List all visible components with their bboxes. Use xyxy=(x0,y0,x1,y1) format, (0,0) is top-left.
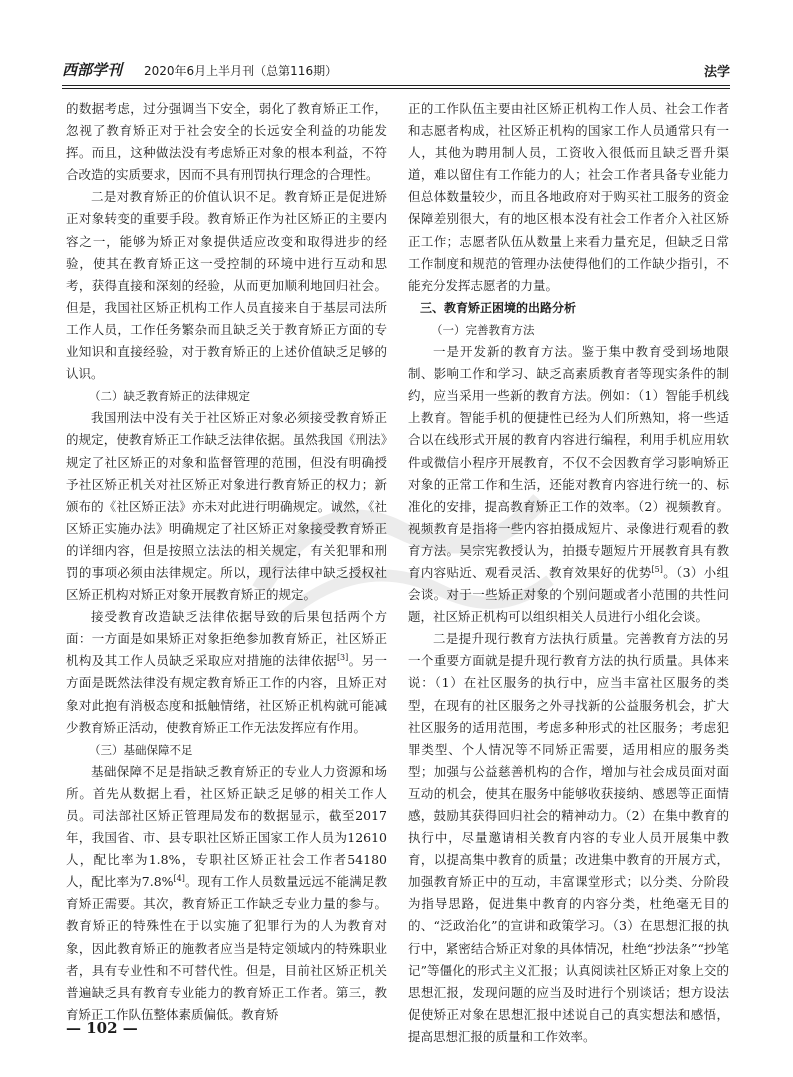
subheading: （一）完善教育方法 xyxy=(431,322,535,337)
citation-ref: [3] xyxy=(336,653,349,663)
issue-info: 2020年6月上半月刊（总第116期） xyxy=(144,64,338,78)
paragraph: 的数据考虑，过分强调当下安全，弱化了教育矫正工作，忽视了教育矫正对于社会安全的长远安全利益的功能发挥。而且，这种做法没有考虑矫正对象的根本利益，不符合改造的实质要求，因而不具有刑罚执行理念的合理性。 xyxy=(66,101,387,183)
paragraph-text: 一是开发新的教育方法。鉴于集中教育受到场地限制、影响工作和学习、缺乏高素质教育者等现实条件的制约，应当采用一些新的教育方法。例如：（1）智能手机线上教育。智能手机的便捷性已经为人们所熟知，将一些适合以在线形式开展的教育内容进行编程，利用手机应用软件或微信小程序开展教育，不仅不会因教育学习影响矫正对象的正常工作和生活，还能对教育内容进行统一的、标准化的安排，提高教育矫正工作的效率。（2）视频教育。视频教育是指将一些内容拍摄成短片、录像进行观看的教育方法。吴宗宪教授认为，拍摄专题短片开展教育具有教育内容贴近、观看灵活、教育效果好的优势 xyxy=(408,344,729,580)
paragraph xyxy=(66,761,387,1026)
section-heading: 三、教育矫正困境的出路分析 xyxy=(420,300,577,315)
paragraph: 正的工作队伍主要由社区矫正机构工作人员、社会工作者和志愿者构成，社区矫正机构的国家工作人员通常只有一人，其他为聘用制人员，工资收入很低而且缺乏晋升渠道，难以留住有工作能力的人；社会工作者具备专业能力但总体数量较少，而且各地政府对于购买社工服务的资金保障差别很大，有的地区根本没有社会工作者介入社区矫正工作；志愿者队伍从数量上来看力量充足，但缺乏日常工作制度和规范的管理办法使得他们的工作缺少指引，不能充分发挥志愿者的力量。 xyxy=(408,101,729,293)
subheading: （二）缺乏教育矫正的法律规定 xyxy=(89,389,250,404)
page-number: — 102 — xyxy=(66,1019,138,1037)
paragraph: 二是提升现行教育方法执行质量。完善教育方法的另一个重要方面就是提升现行教育方法的执行质量。具体来说：（1）在社区服务的执行中，应当丰富社区服务的类型，在现有的社区服务之外寻找新的公益服务机会，扩大社区服务的适用范围，考虑多种形式的社区服务；考虑犯罪类型、个人情况等不同矫正需要，适用相应的服务类型；加强与公益慈善机构的合作，增加与社会成员面对面互动的机会，使其在服务中能够收获接纳、感恩等正面情感，鼓励其获得回归社会的精神动力。（2）在集中教育的执行中，尽量邀请相关教育内容的专业人员开展集中教育，以提高集中教育的质量；改进集中教育的开展方式，加强教育矫正中的互动，丰富课堂形式；以分类、分阶段为指导思路，促进集中教育的内容分类，杜绝毫无目的的、“泛政治化”的宣讲和政策学习。（3）在思想汇报的执行中，紧密结合矫正对象的具体情况，杜绝“抄法条”“抄笔记”等僵化的形式主义汇报；认真阅读社区矫正对象上交的思想汇报，发现问题的应当及时进行个别谈话；想方设法促使矫正对象在思想汇报中述说自己的真实想法和感悟，提高思想汇报的质量和工作效率。 xyxy=(408,631,729,1044)
paragraph-text: 。（3）小组会谈。对于一些矫正对象的个别问题或者小范围的共性问题，社区矫正机构可以组织相关人员进行小组化会谈。 xyxy=(408,564,729,625)
paragraph-text: 。另一方面是既然法律没有规定教育矫正工作的内容，且矫正对象对此抱有消极态度和抵触情绪，社区矫正机构就可能减少教育矫正活动，使教育矫正工作无法发挥应有作用。 xyxy=(66,653,387,735)
paragraph-text: 基础保障不足是指缺乏教育矫正的专业人力资源和场所。首先从数据上看，社区矫正缺乏足够的相关工作人员。司法部社区矫正管理局发布的数据显示，截至2017年，我国省、市、县专职社区矫正国家工作人员为12610人，配比率为1.8%，专职社区矫正社会工作者54180人，配比率为7.8% xyxy=(66,763,387,890)
left-column xyxy=(66,98,387,1026)
right-column xyxy=(408,98,729,1048)
running-header xyxy=(62,58,730,82)
paragraph-text: 。现有工作人员数量远远不能满足教育矫正需要。其次，教育矫正工作缺乏专业力量的参与。教育矫正的特殊性在于以实施了犯罪行为的人为教育对象，因此教育矫正的施教者应当是特定领域内的特殊职业者，具有专业性和不可替代性。但是，目前社区矫正机关普遍缺乏具有教育专业能力的教育矫正工作者。第三，教育矫正工作队伍整体素质偏低。教育矫 xyxy=(66,874,387,1022)
header-rule xyxy=(62,85,730,86)
header-rule-thin xyxy=(62,88,730,89)
paragraph xyxy=(66,606,387,739)
citation-ref: [4] xyxy=(173,874,185,884)
paragraph: 我国刑法中没有关于社区矫正对象必须接受教育矫正的规定，使教育矫正工作缺乏法律依据。虽然我国《刑法》规定了社区矫正的对象和监督管理的范围，但没有明确授予社区矫正机关对社区矫正对象进行教育矫正的权力；新颁布的《社区矫正法》亦未对此进行明确规定。诚然，《社区矫正实施办法》明确规定了社区矫正对象接受教育矫正的详细内容，但是按照立法法的相关规定，有关犯罪和刑罚的事项必须由法律规定。所以，现行法律中缺乏授权社区矫正机构对矫正对象开展教育矫正的规定。 xyxy=(66,410,387,603)
citation-ref: [5] xyxy=(651,564,663,574)
paragraph xyxy=(408,341,729,628)
subheading: （三）基础保障不足 xyxy=(89,742,193,757)
paragraph: 二是对教育矫正的价值认识不足。教育矫正是促进矫正对象转变的重要手段。教育矫正作为社区矫正的主要内容之一，能够为矫正对象提供适应改变和取得进步的经验，使其在教育矫正这一受控制的环境中进行互动和思考，获得直接和深刻的经验，从而更加顺利地回归社会。但是，我国社区矫正机构工作人员直接来自于基层司法所工作人员，工作任务繁杂而且缺乏关于教育矫正方面的专业知识和直接经验，对于教育矫正的上述价值缺乏足够的认识。 xyxy=(66,189,387,382)
paragraph-text: 接受教育改造缺乏法律依据导致的后果包括两个方面：一方面是如果矫正对象拒绝参加教育矫正，社区矫正机构及其工作人员缺乏采取应对措施的法律依据 xyxy=(66,609,387,669)
section-label: 法学 xyxy=(703,65,730,80)
journal-logo: 西部学刊 xyxy=(62,61,123,79)
